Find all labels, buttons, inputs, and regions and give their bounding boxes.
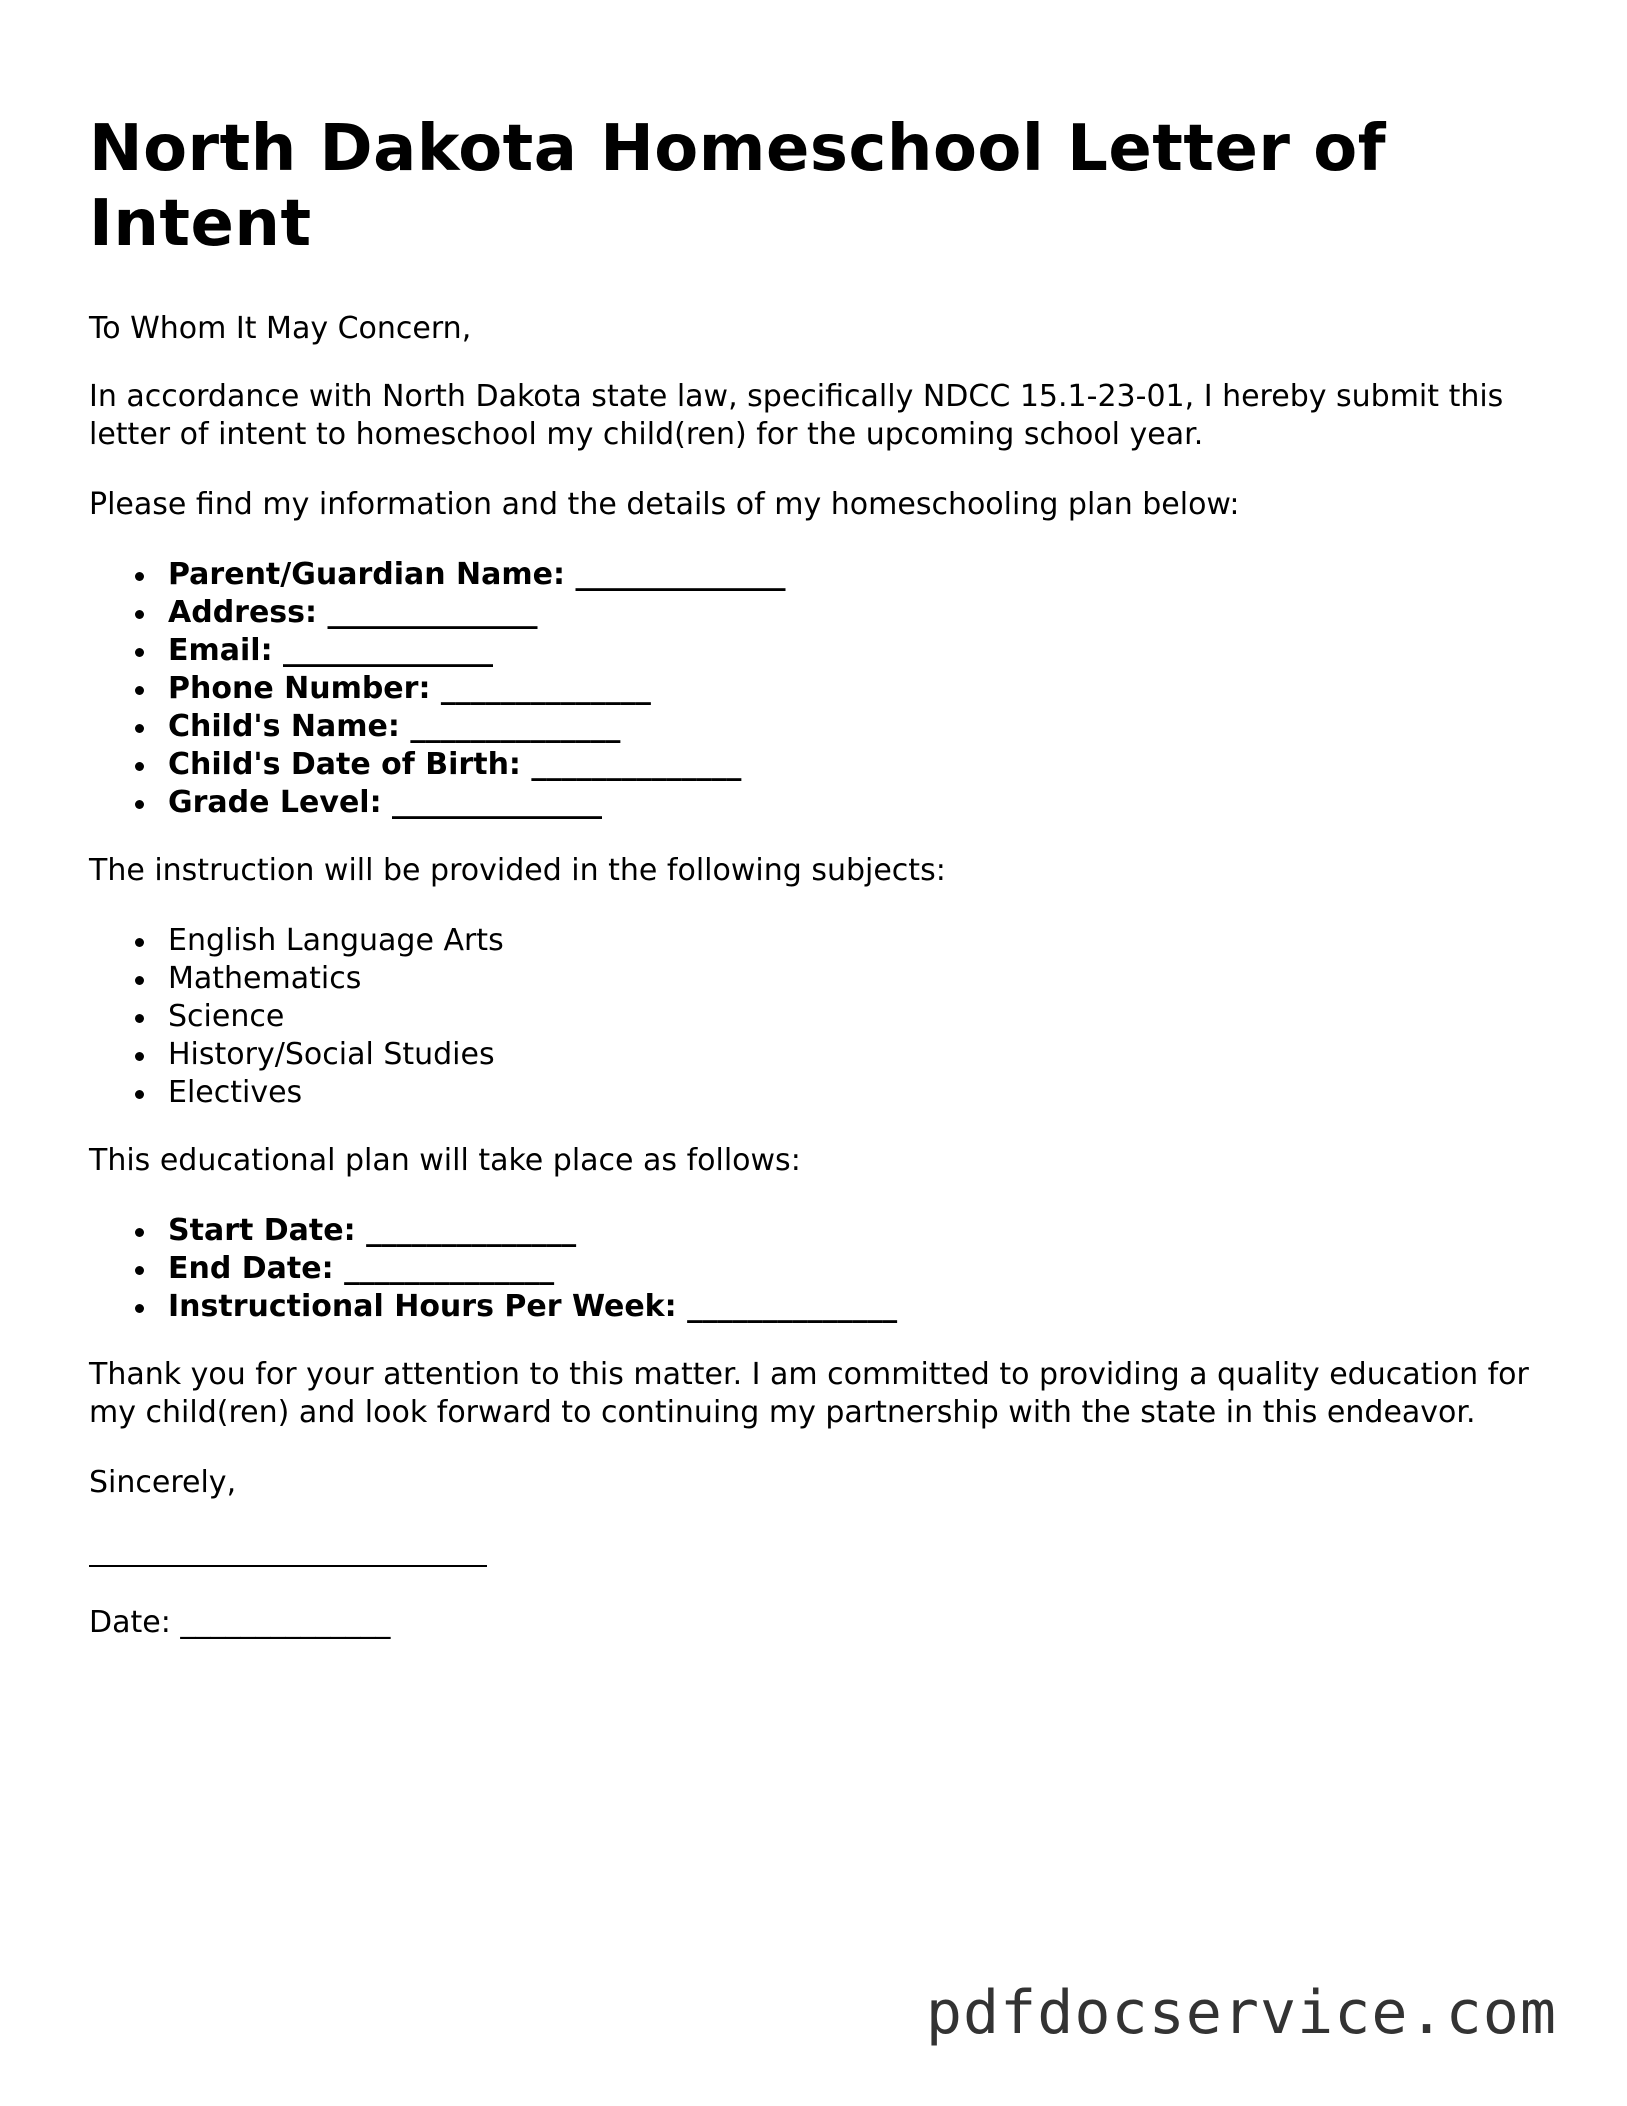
field-label: Phone Number:: [168, 671, 431, 706]
info-field-child-name: [89, 708, 1529, 746]
subjects-intro: The instruction will be provided in the following subjects:: [89, 853, 946, 888]
info-field-grade-level: [89, 784, 1529, 822]
subject-item: English Language Arts: [89, 922, 1529, 960]
field-blank[interactable]: ______________: [440, 671, 651, 706]
field-blank[interactable]: ______________: [283, 633, 494, 668]
plan-field-end-date: [89, 1250, 1529, 1288]
intro-paragraph: In accordance with North Dakota state law, specifically NDCC 15.1-23-01, I hereby submit this letter of intent to homeschool my child(ren) for the upcoming school year.: [89, 379, 1504, 452]
watermark: pdfdocservice.com: [925, 1978, 1557, 2048]
field-label: Child's Date of Birth:: [168, 747, 521, 782]
field-blank[interactable]: ______________: [327, 595, 538, 630]
field-blank[interactable]: ______________: [575, 557, 786, 592]
subject-item: History/Social Studies: [89, 1036, 1529, 1074]
info-fields-list: [89, 556, 1529, 822]
date-blank[interactable]: ______________: [180, 1605, 391, 1640]
signature-line[interactable]: [89, 1534, 487, 1572]
field-blank[interactable]: ______________: [392, 785, 603, 820]
field-blank[interactable]: ______________: [687, 1289, 898, 1324]
find-info-text: Please find my information and the details of my homeschooling plan below:: [89, 487, 1240, 522]
field-blank[interactable]: ______________: [531, 747, 742, 782]
plan-intro: This educational plan will take place as follows:: [89, 1143, 801, 1178]
subject-item: Science: [89, 998, 1529, 1036]
field-label: Email:: [168, 633, 273, 668]
date-line: [89, 1604, 1529, 1642]
field-label: End Date:: [168, 1251, 334, 1286]
info-field-child-dob: [89, 746, 1529, 784]
subjects-list: [89, 922, 1529, 1112]
closing-paragraph: Thank you for your attention to this matter. I am committed to providing a quality education for my child(ren) and look forward to continuing my partnership with the state in this endeavor.: [89, 1357, 1529, 1430]
field-label: Child's Name:: [168, 709, 400, 744]
field-blank[interactable]: ______________: [344, 1251, 555, 1286]
field-blank[interactable]: ______________: [410, 709, 621, 744]
field-label: Parent/Guardian Name:: [168, 557, 566, 592]
subject-item: Electives: [89, 1074, 1529, 1112]
field-label: Instructional Hours Per Week:: [168, 1289, 677, 1324]
field-label: Grade Level:: [168, 785, 382, 820]
plan-field-hours-per-week: [89, 1288, 1529, 1326]
info-field-address: [89, 594, 1529, 632]
info-field-email: [89, 632, 1529, 670]
plan-field-start-date: [89, 1212, 1529, 1250]
plan-fields-list: [89, 1212, 1529, 1326]
field-label: Address:: [168, 595, 318, 630]
info-field-phone: [89, 670, 1529, 708]
field-blank[interactable]: ______________: [366, 1213, 577, 1248]
info-field-parent-name: [89, 556, 1529, 594]
field-label: Start Date:: [168, 1213, 356, 1248]
date-label: Date:: [89, 1605, 171, 1640]
document-title: North Dakota Homeschool Letter of Intent: [89, 112, 1387, 261]
greeting: To Whom It May Concern,: [89, 311, 472, 346]
letter-page: [89, 112, 1529, 1642]
signoff: Sincerely,: [89, 1465, 237, 1500]
subject-item: Mathematics: [89, 960, 1529, 998]
